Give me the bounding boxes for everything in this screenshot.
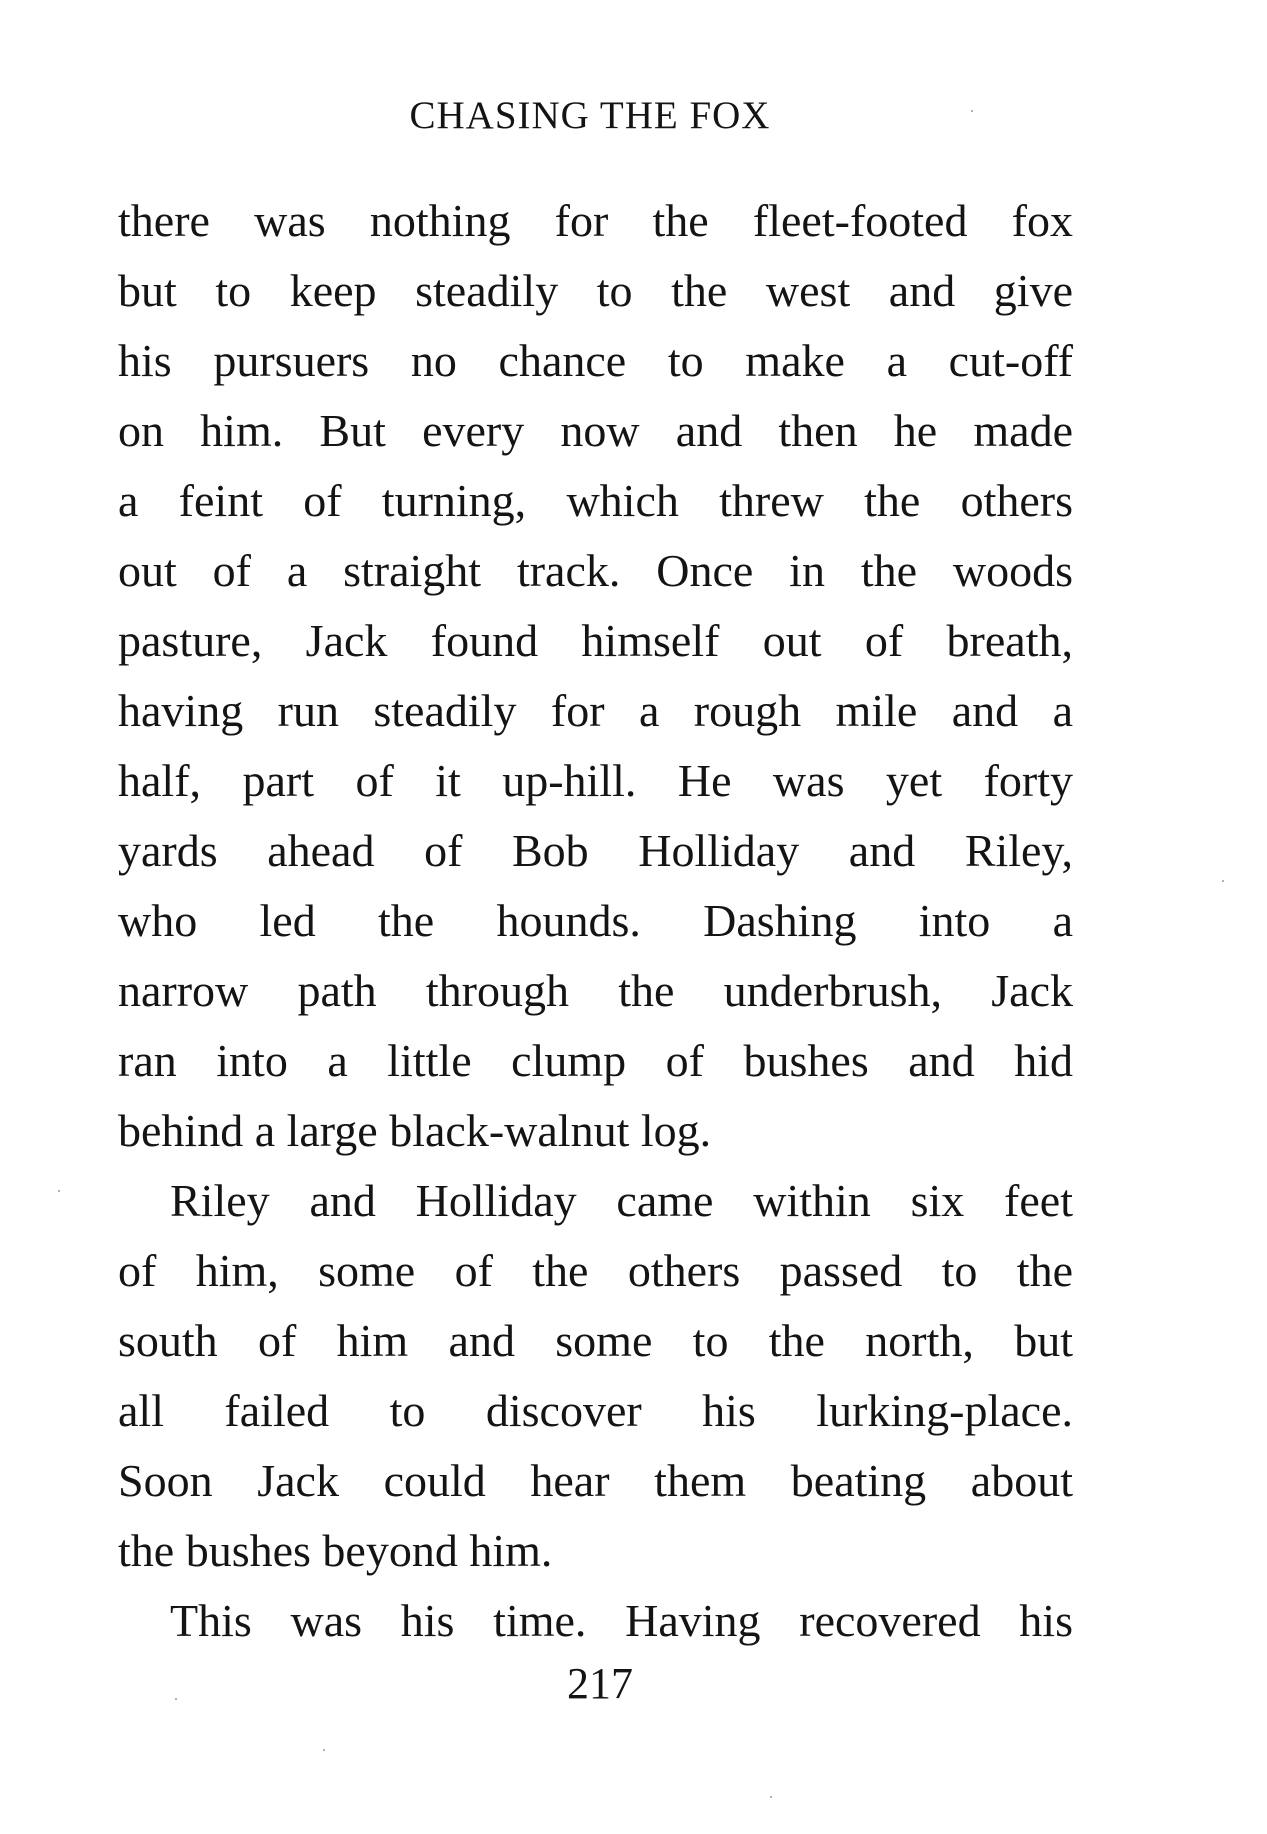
text-line: who led the hounds. Dashing into a xyxy=(118,895,1073,946)
text-line: yards ahead of Bob Holliday and Riley, xyxy=(118,825,1073,876)
text-line: of him, some of the others passed to the xyxy=(118,1245,1073,1296)
text-line: Soon Jack could hear them beating about xyxy=(118,1455,1073,1506)
paper-speck xyxy=(58,1190,60,1192)
paper-speck xyxy=(1222,880,1224,882)
text-line: Riley and Holliday came within six feet xyxy=(170,1175,1073,1226)
text-line: there was nothing for the fleet-footed fox xyxy=(118,195,1073,246)
text-line: on him. But every now and then he made xyxy=(118,405,1073,456)
text-line: having run steadily for a rough mile and a xyxy=(118,685,1073,736)
text-line: his pursuers no chance to make a cut-off xyxy=(118,335,1073,386)
text-line: a feint of turning, which threw the others xyxy=(118,475,1073,526)
paper-speck xyxy=(971,110,973,112)
text-line: This was his time. Having recovered his xyxy=(170,1595,1073,1646)
text-line: pasture, Jack found himself out of breath, xyxy=(118,615,1073,666)
text-line: ran into a little clump of bushes and hid xyxy=(118,1035,1073,1086)
text-line: narrow path through the underbrush, Jack xyxy=(118,965,1073,1016)
text-line: but to keep steadily to the west and give xyxy=(118,265,1073,316)
page-number: 217 xyxy=(567,1659,633,1708)
text-line: behind a large black-walnut log. xyxy=(118,1105,712,1156)
body-text xyxy=(118,186,1073,1656)
text-line: half, part of it up-hill. He was yet forty xyxy=(118,755,1073,806)
text-line: all failed to discover his lurking-place. xyxy=(118,1385,1073,1436)
paper-speck xyxy=(323,1749,325,1751)
text-line: out of a straight track. Once in the woods xyxy=(118,545,1073,596)
paper-speck xyxy=(770,1796,772,1798)
text-line: south of him and some to the north, but xyxy=(118,1315,1073,1366)
paper-speck xyxy=(175,1698,177,1700)
running-head: CHASING THE FOX xyxy=(409,94,771,137)
text-line: the bushes beyond him. xyxy=(118,1525,553,1576)
